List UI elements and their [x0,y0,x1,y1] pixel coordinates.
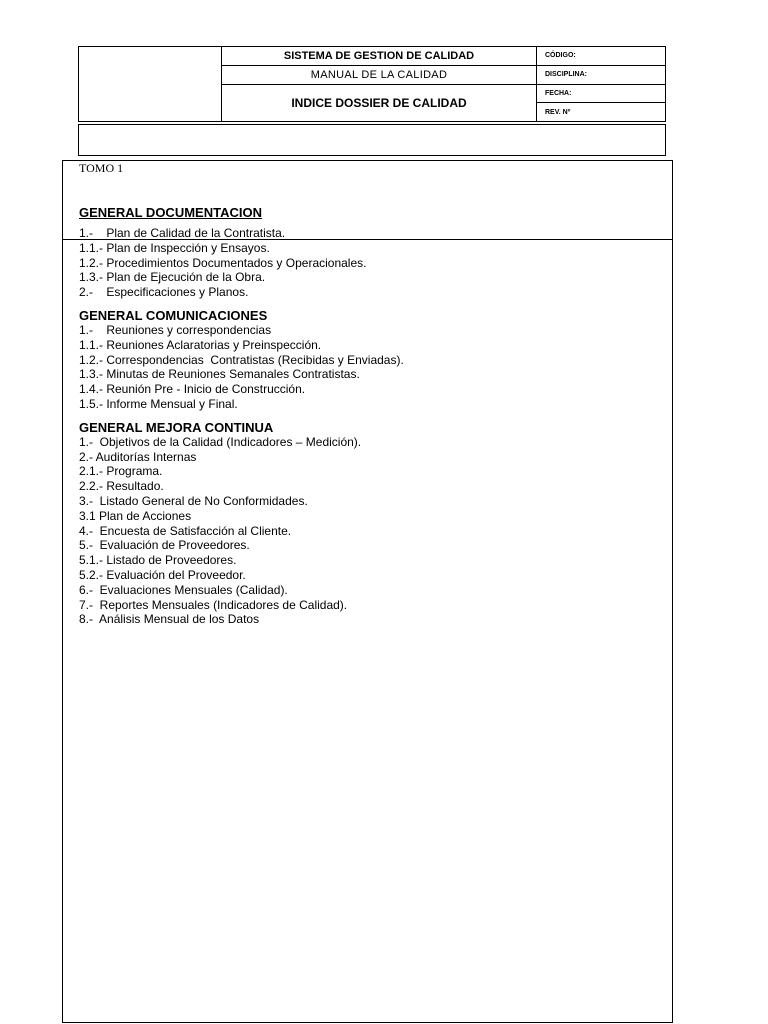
list-item: 1.5.- Informe Mensual y Final. [79,396,238,411]
index-title: INDICE DOSSIER DE CALIDAD [222,84,537,122]
list-item: 6.- Evaluaciones Mensuales (Calidad). [79,582,288,597]
list-item: 4.- Encuesta de Satisfacción al Cliente. [79,523,292,538]
list-item: 2.1.- Programa. [79,464,163,479]
list-item: 3.- Listado General de No Conformidades. [79,493,308,508]
list-item: 1.2.- Correspondencias Contratistas (Recibidas y Enviadas). [79,352,404,367]
fecha-label: FECHA: [537,84,666,103]
section-title-documentacion: GENERAL DOCUMENTACION [79,205,262,220]
list-item: 1.- Reuniones y correspondencias [79,322,272,337]
list-item: 1.1.- Reuniones Aclaratorias y Preinspección. [79,337,322,352]
manual-title: MANUAL DE LA CALIDAD [222,65,537,84]
list-item: 1.3.- Minutas de Reuniones Semanales Contratistas. [79,367,360,382]
list-item: 8.- Análisis Mensual de los Datos [79,612,260,627]
list-item: 5.1.- Listado de Proveedores. [79,553,237,568]
system-title: SISTEMA DE GESTION DE CALIDAD [222,47,537,66]
codigo-label: CÓDIGO: [537,47,666,66]
tomo-label: TOMO 1 [79,161,124,175]
list-item: 3.1 Plan de Acciones [79,508,192,523]
blank-header-box [78,124,666,156]
section-title-comunicaciones: GENERAL COMUNICACIONES [79,307,268,323]
list-item: 1.2.- Procedimientos Documentados y Operacionales. [79,255,367,270]
document-header-table [78,46,666,122]
list-item: 1.1.- Plan de Inspección y Ensayos. [79,240,270,255]
section-title-mejora-continua: GENERAL MEJORA CONTINUA [79,419,274,435]
section-list-mejora-continua [79,435,659,627]
list-item: 5.2.- Evaluación del Proveedor. [79,567,246,582]
list-item: 7.- Reportes Mensuales (Indicadores de Calidad). [79,597,348,612]
list-item: 1.4.- Reunión Pre - Inicio de Construcción. [79,382,306,397]
section-list-documentacion [79,226,659,300]
section-list-comunicaciones [79,323,659,412]
list-item: 1.- Objetivos de la Calidad (Indicadores – Medición). [79,434,362,449]
logo-cell [79,47,222,122]
rev-label: REV. Nº [537,103,666,122]
list-item: 2.- Auditorías Internas [79,449,197,464]
list-item: 1.- Plan de Calidad de la Contratista. [79,226,286,240]
list-item: 1.3.- Plan de Ejecución de la Obra. [79,270,266,285]
list-item: 5.- Evaluación de Proveedores. [79,538,250,553]
disciplina-label: DISCIPLINA: [537,65,666,84]
index-content [79,160,659,627]
list-item: 2.- Especificaciones y Planos. [79,285,249,300]
list-item: 2.2.- Resultado. [79,479,164,494]
